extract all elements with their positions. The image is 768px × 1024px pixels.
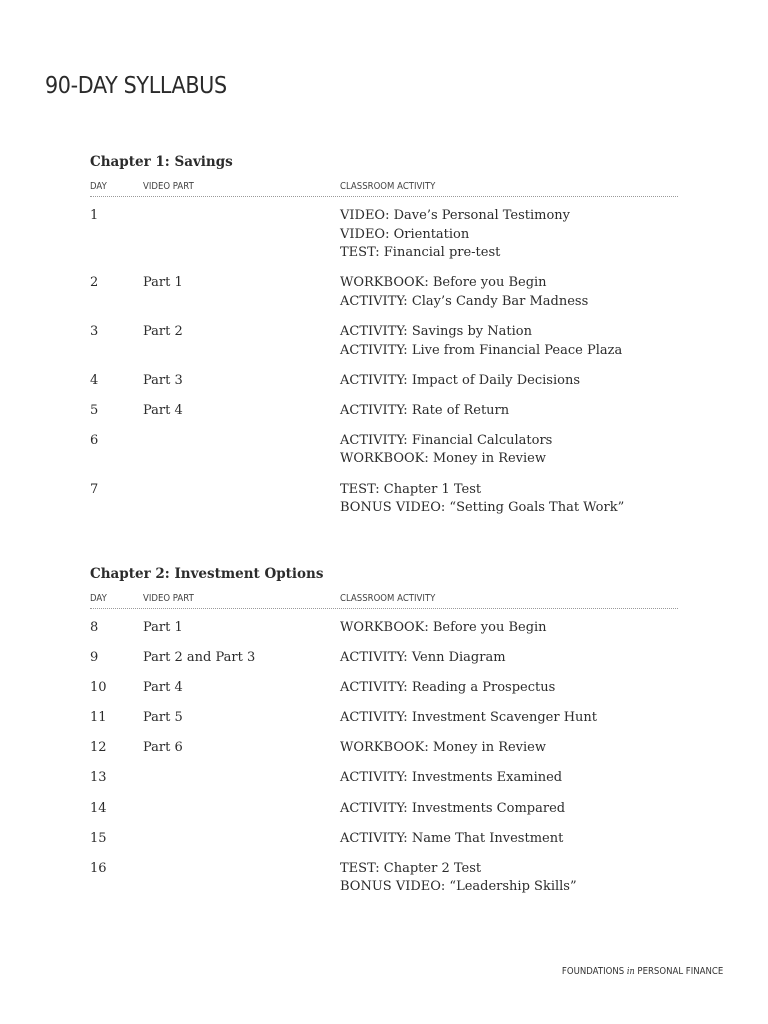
classroom-activity: WORKBOOK: Money in Review <box>340 740 547 756</box>
chapter-title: Chapter 1: Savings <box>90 154 233 170</box>
day-number: 7 <box>90 481 99 497</box>
page-footer <box>562 966 723 977</box>
video-part: Part 2 <box>143 323 183 339</box>
day-number: 11 <box>90 710 107 726</box>
classroom-activities <box>340 402 678 421</box>
page-title: 90-DAY SYLLABUS <box>45 73 227 100</box>
classroom-activities <box>340 432 678 469</box>
classroom-activity: ACTIVITY: Financial Calculators <box>340 432 553 448</box>
syllabus-row <box>90 800 678 819</box>
column-header-row <box>90 592 678 609</box>
classroom-activity: ACTIVITY: Rate of Return <box>340 402 510 418</box>
classroom-activity-column-header: CLASSROOM ACTIVITY <box>340 593 436 604</box>
video-part: Part 2 and Part 3 <box>143 650 256 666</box>
classroom-activity: TEST: Chapter 1 Test <box>340 481 482 497</box>
day-number: 1 <box>90 208 99 223</box>
video-part: Part 4 <box>143 402 183 418</box>
syllabus-row <box>90 619 678 638</box>
classroom-activity: TEST: Financial pre-test <box>340 245 501 261</box>
classroom-activities <box>340 481 678 518</box>
video-part: Part 3 <box>143 372 183 388</box>
footer-brand-foundations: FOUNDATIONS <box>561 966 624 977</box>
video-part: Part 1 <box>143 275 183 291</box>
day-number: 6 <box>90 432 99 448</box>
footer-brand-in: in <box>626 967 635 977</box>
day-number: 8 <box>90 620 99 635</box>
classroom-activities <box>340 372 678 391</box>
syllabus-row <box>90 432 678 469</box>
video-part: Part 4 <box>143 680 183 696</box>
classroom-activity: ACTIVITY: Venn Diagram <box>340 650 506 666</box>
classroom-activity: ACTIVITY: Name That Investment <box>340 830 564 846</box>
day-number: 4 <box>90 372 99 388</box>
classroom-activity-column-header: CLASSROOM ACTIVITY <box>340 181 436 192</box>
column-header-row <box>90 180 678 197</box>
classroom-activity: WORKBOOK: Money in Review <box>340 451 547 467</box>
chapter-1-section <box>90 152 678 529</box>
classroom-activities <box>340 800 678 819</box>
day-number: 9 <box>90 650 99 666</box>
syllabus-row <box>90 402 678 421</box>
day-number: 13 <box>90 770 107 786</box>
classroom-activities <box>340 860 678 897</box>
day-number: 14 <box>90 800 107 816</box>
day-number: 2 <box>90 275 99 291</box>
classroom-activity: ACTIVITY: Clay’s Candy Bar Madness <box>340 293 589 309</box>
classroom-activity: ACTIVITY: Savings by Nation <box>340 323 532 339</box>
classroom-activity: ACTIVITY: Reading a Prospectus <box>340 680 556 696</box>
classroom-activities <box>340 679 678 698</box>
syllabus-rows <box>90 207 678 518</box>
chapter-2-section <box>90 564 678 908</box>
video-part-column-header: VIDEO PART <box>143 593 194 604</box>
syllabus-row <box>90 860 678 897</box>
day-number: 12 <box>90 740 107 756</box>
day-column-header: DAY <box>90 181 107 192</box>
classroom-activity: ACTIVITY: Investments Compared <box>340 800 566 816</box>
video-part-column-header: VIDEO PART <box>143 181 194 192</box>
syllabus-row <box>90 830 678 849</box>
chapter-title: Chapter 2: Investment Options <box>90 566 324 582</box>
syllabus-row <box>90 207 678 263</box>
classroom-activity: BONUS VIDEO: “Setting Goals That Work” <box>340 500 625 516</box>
syllabus-row <box>90 649 678 668</box>
day-number: 15 <box>90 830 107 846</box>
day-number: 5 <box>90 402 99 418</box>
classroom-activities <box>340 739 678 758</box>
day-number: 3 <box>90 323 99 339</box>
day-number: 10 <box>90 680 107 696</box>
classroom-activity: ACTIVITY: Live from Financial Peace Plaza <box>340 342 623 358</box>
classroom-activity: TEST: Chapter 2 Test <box>340 860 482 876</box>
day-column-header: DAY <box>90 593 107 604</box>
video-part: Part 1 <box>143 620 183 635</box>
classroom-activities <box>340 207 678 263</box>
footer-brand-personal-finance: PERSONAL FINANCE <box>637 966 723 977</box>
syllabus-row <box>90 274 678 311</box>
classroom-activities <box>340 649 678 668</box>
syllabus-row <box>90 709 678 728</box>
classroom-activity: BONUS VIDEO: “Leadership Skills” <box>340 879 577 895</box>
video-part: Part 5 <box>143 710 183 726</box>
syllabus-rows <box>90 619 678 897</box>
classroom-activities <box>340 769 678 788</box>
classroom-activities <box>340 830 678 849</box>
classroom-activities <box>340 619 678 638</box>
syllabus-row <box>90 323 678 360</box>
classroom-activity: ACTIVITY: Investment Scavenger Hunt <box>340 710 598 726</box>
video-part: Part 6 <box>143 740 183 756</box>
classroom-activities <box>340 323 678 360</box>
classroom-activity: ACTIVITY: Investments Examined <box>340 770 563 786</box>
syllabus-row <box>90 481 678 518</box>
classroom-activities <box>340 709 678 728</box>
classroom-activity: WORKBOOK: Before you Begin <box>340 620 547 635</box>
syllabus-row <box>90 372 678 391</box>
syllabus-row <box>90 679 678 698</box>
day-number: 16 <box>90 860 107 876</box>
classroom-activity: VIDEO: Dave’s Personal Testimony <box>340 208 571 223</box>
classroom-activity: WORKBOOK: Before you Begin <box>340 275 547 291</box>
syllabus-row <box>90 769 678 788</box>
classroom-activity: ACTIVITY: Impact of Daily Decisions <box>340 372 580 388</box>
classroom-activity: VIDEO: Orientation <box>340 226 470 242</box>
syllabus-row <box>90 739 678 758</box>
classroom-activities <box>340 274 678 311</box>
